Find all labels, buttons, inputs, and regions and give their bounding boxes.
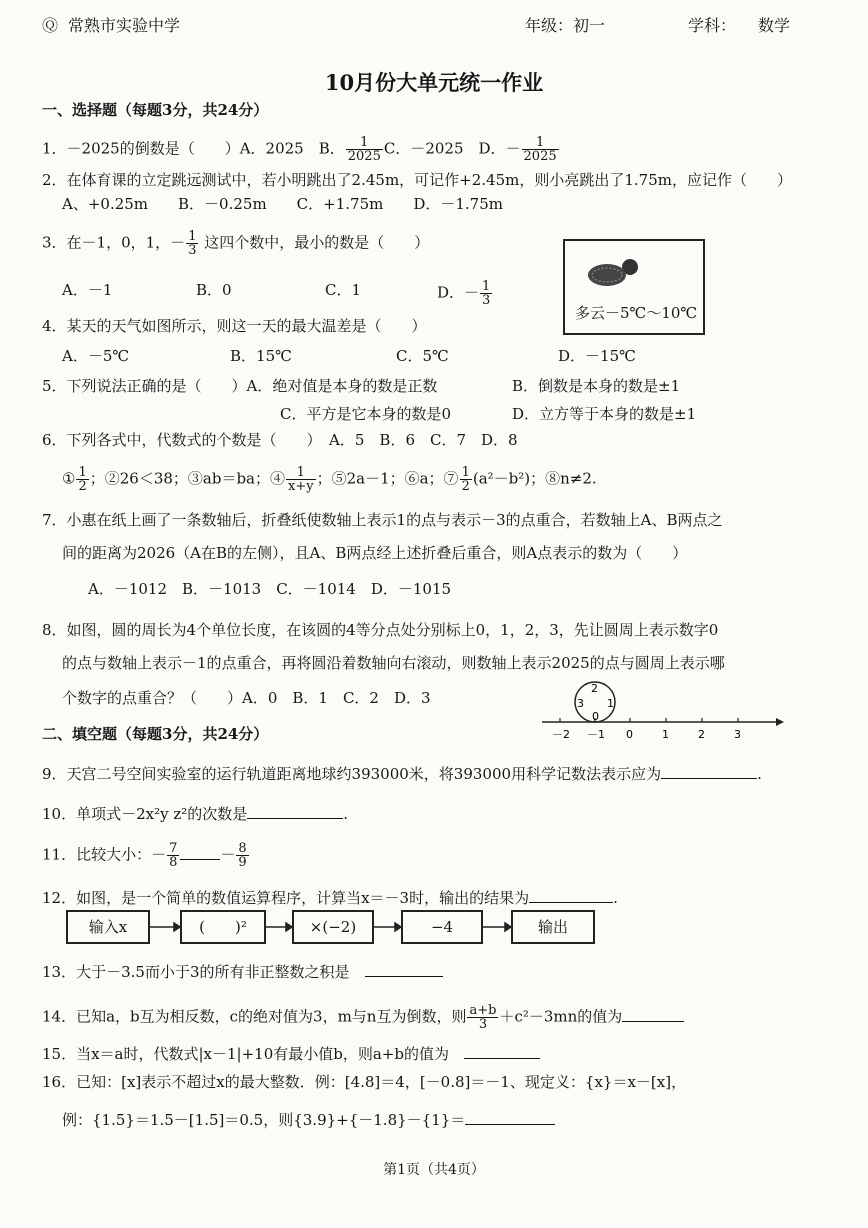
question-11: 11．比较大小：－ $\frac{7}{8}$ － $\frac{8}{9}$ bbox=[42, 841, 247, 870]
question-16-line-2: 例：{1.5}＝1.5－[1.5]＝0.5，则{3.9}+{－1.8}－{1}＝ bbox=[62, 1108, 555, 1130]
question-8-line-2: 的点与数轴上表示－1的点重合，再将圆沿着数轴向右滚动，则数轴上表示2025的点与圆周上表示哪 bbox=[62, 654, 725, 672]
section-fill-heading: 二、填空题（每题3分，共24分） bbox=[42, 725, 269, 743]
page-title: 10月份大单元统一作业 bbox=[324, 70, 544, 95]
answer-blank-14[interactable] bbox=[622, 1005, 684, 1022]
question-10: 10．单项式－2x²y z²的次数是 . bbox=[42, 802, 348, 824]
question-2-options: A、+0.25m B．－0.25m C．+1.75m D．－1.75m bbox=[62, 195, 503, 213]
answer-blank-16[interactable] bbox=[465, 1108, 555, 1125]
tick-label-1: 1 bbox=[662, 728, 669, 741]
question-6-items: ① $\frac{1}{2}$ ；②26＜38；③ab＝ba；④ $\frac{1}{x+y}$ ；⑤2a－1；⑥a；⑦ $\frac{1}{2}$ (a²－b²)；⑧n≠2. bbox=[62, 465, 597, 494]
q5-option-c: C．平方是它本身的数是0 bbox=[280, 405, 452, 423]
tick-label-2: 2 bbox=[698, 728, 705, 741]
question-8-line-3: 个数字的点重合？（ ）A．0 B．1 C．2 D．3 bbox=[62, 689, 431, 707]
flow-arrows bbox=[0, 908, 868, 948]
tick-label-0: 0 bbox=[626, 728, 633, 741]
q3-option-c: C．1 bbox=[325, 281, 362, 299]
question-7-line-2: 间的距离为2026（A在B的左侧），且A、B两点经上述折叠后重合，则A点表示的数为（ ） bbox=[62, 544, 688, 562]
tick-label-neg1: －1 bbox=[587, 728, 605, 741]
page-footer: 第1页（共4页） bbox=[383, 1162, 485, 1178]
flow-step-subtract: −4 bbox=[401, 910, 483, 944]
q4-option-d: D．－15℃ bbox=[558, 347, 636, 365]
q5-option-b: B．倒数是本身的数是±1 bbox=[512, 377, 681, 395]
question-12: 12．如图，是一个简单的数值运算程序，计算当x＝－3时，输出的结果为 . bbox=[42, 886, 618, 908]
school-logo-icon: Ⓠ bbox=[42, 16, 59, 35]
answer-blank-15[interactable] bbox=[464, 1042, 540, 1059]
weather-text: 多云－5℃～10℃ bbox=[575, 304, 698, 322]
question-7-options: A．－1012 B．－1013 C．－1014 D．－1015 bbox=[88, 580, 452, 598]
question-3: 3．在－1，0，1，－ $\frac{1}{3}$ 这四个数中，最小的数是（ ） bbox=[42, 229, 430, 258]
question-8-line-1: 8．如图，圆的周长为4个单位长度，在该圆的4等分点处分别标上0，1，2，3，先让圆周上表示数字0 bbox=[42, 621, 719, 639]
circle-label-2: 2 bbox=[591, 682, 598, 695]
question-9: 9．天宫二号空间实验室的运行轨道距离地球约393000米，将393000用科学记数法表示应为 . bbox=[42, 762, 762, 784]
question-15: 15．当x＝a时，代数式|x－1|+10有最小值b，则a+b的值为 bbox=[42, 1042, 540, 1064]
cloud-sun-icon bbox=[585, 255, 645, 289]
circle-label-1: 1 bbox=[607, 697, 614, 710]
question-6: 6．下列各式中，代数式的个数是（ ） A．5 B．6 C．7 D．8 bbox=[42, 431, 518, 449]
question-1: 1．－2025的倒数是（ ）A．2025 B． $\frac{1}{2025}$ C．－2025 D．－ $\frac{1}{2025}$ bbox=[42, 135, 557, 164]
subject-value: 数学 bbox=[758, 16, 791, 35]
question-4: 4．某天的天气如图所示，则这一天的最大温差是（ ） bbox=[42, 317, 427, 335]
answer-blank-12[interactable] bbox=[529, 886, 613, 903]
question-14: 14．已知a，b互为相反数，c的绝对值为3，m与n互为倒数，则 $\frac{a+b}{3}$ ＋c²－3mn的值为 bbox=[42, 1004, 684, 1031]
q3-option-b: B．0 bbox=[196, 281, 232, 299]
question-13: 13．大于－3.5而小于3的所有非正整数之积是 bbox=[42, 960, 443, 982]
question-16-line-1: 16．已知：[x]表示不超过x的最大整数．例：[4.8]＝4，[－0.8]＝－1、现定义：{x}＝x－[x]， bbox=[42, 1073, 687, 1091]
q3-option-a: A．－1 bbox=[62, 281, 113, 299]
subject-label: 学科： bbox=[688, 16, 737, 35]
flow-step-output: 输出 bbox=[511, 910, 595, 944]
answer-blank-9[interactable] bbox=[661, 762, 757, 779]
q4-option-c: C．5℃ bbox=[396, 347, 449, 365]
weather-figure bbox=[563, 239, 705, 335]
question-5: 5．下列说法正确的是（ ）A．绝对值是本身的数是正数 bbox=[42, 377, 438, 395]
grade-label: 年级：初一 bbox=[525, 16, 606, 35]
answer-blank-10[interactable] bbox=[247, 802, 343, 819]
answer-blank-13[interactable] bbox=[365, 960, 443, 977]
answer-blank-11[interactable] bbox=[180, 843, 220, 860]
q4-option-b: B．15℃ bbox=[230, 347, 292, 365]
number-line-figure bbox=[538, 670, 788, 748]
question-7-line-1: 7．小惠在纸上画了一条数轴后，折叠纸使数轴上表示1的点与表示－3的点重合，若数轴上A、B两点之 bbox=[42, 511, 723, 529]
tick-label-neg2: －2 bbox=[552, 728, 570, 741]
flow-step-multiply: ×(−2) bbox=[292, 910, 374, 944]
q5-option-d: D．立方等于本身的数是±1 bbox=[512, 405, 697, 423]
circle-label-3: 3 bbox=[577, 697, 584, 710]
section-choice-heading: 一、选择题（每题3分，共24分） bbox=[42, 101, 269, 119]
flow-step-square: ( )² bbox=[180, 910, 266, 944]
question-2: 2．在体育课的立定跳远测试中，若小明跳出了2.45m，可记作+2.45m，则小亮跳出了1.75m，应记作（ ） bbox=[42, 171, 792, 189]
school-name: 常熟市实验中学 bbox=[68, 16, 181, 35]
tick-label-3: 3 bbox=[734, 728, 741, 741]
q4-option-a: A．－5℃ bbox=[62, 347, 130, 365]
q3-option-d: D．－ $\frac{1}{3}$ bbox=[437, 279, 491, 308]
circle-label-0: 0 bbox=[592, 710, 599, 723]
flow-step-input: 输入x bbox=[66, 910, 150, 944]
